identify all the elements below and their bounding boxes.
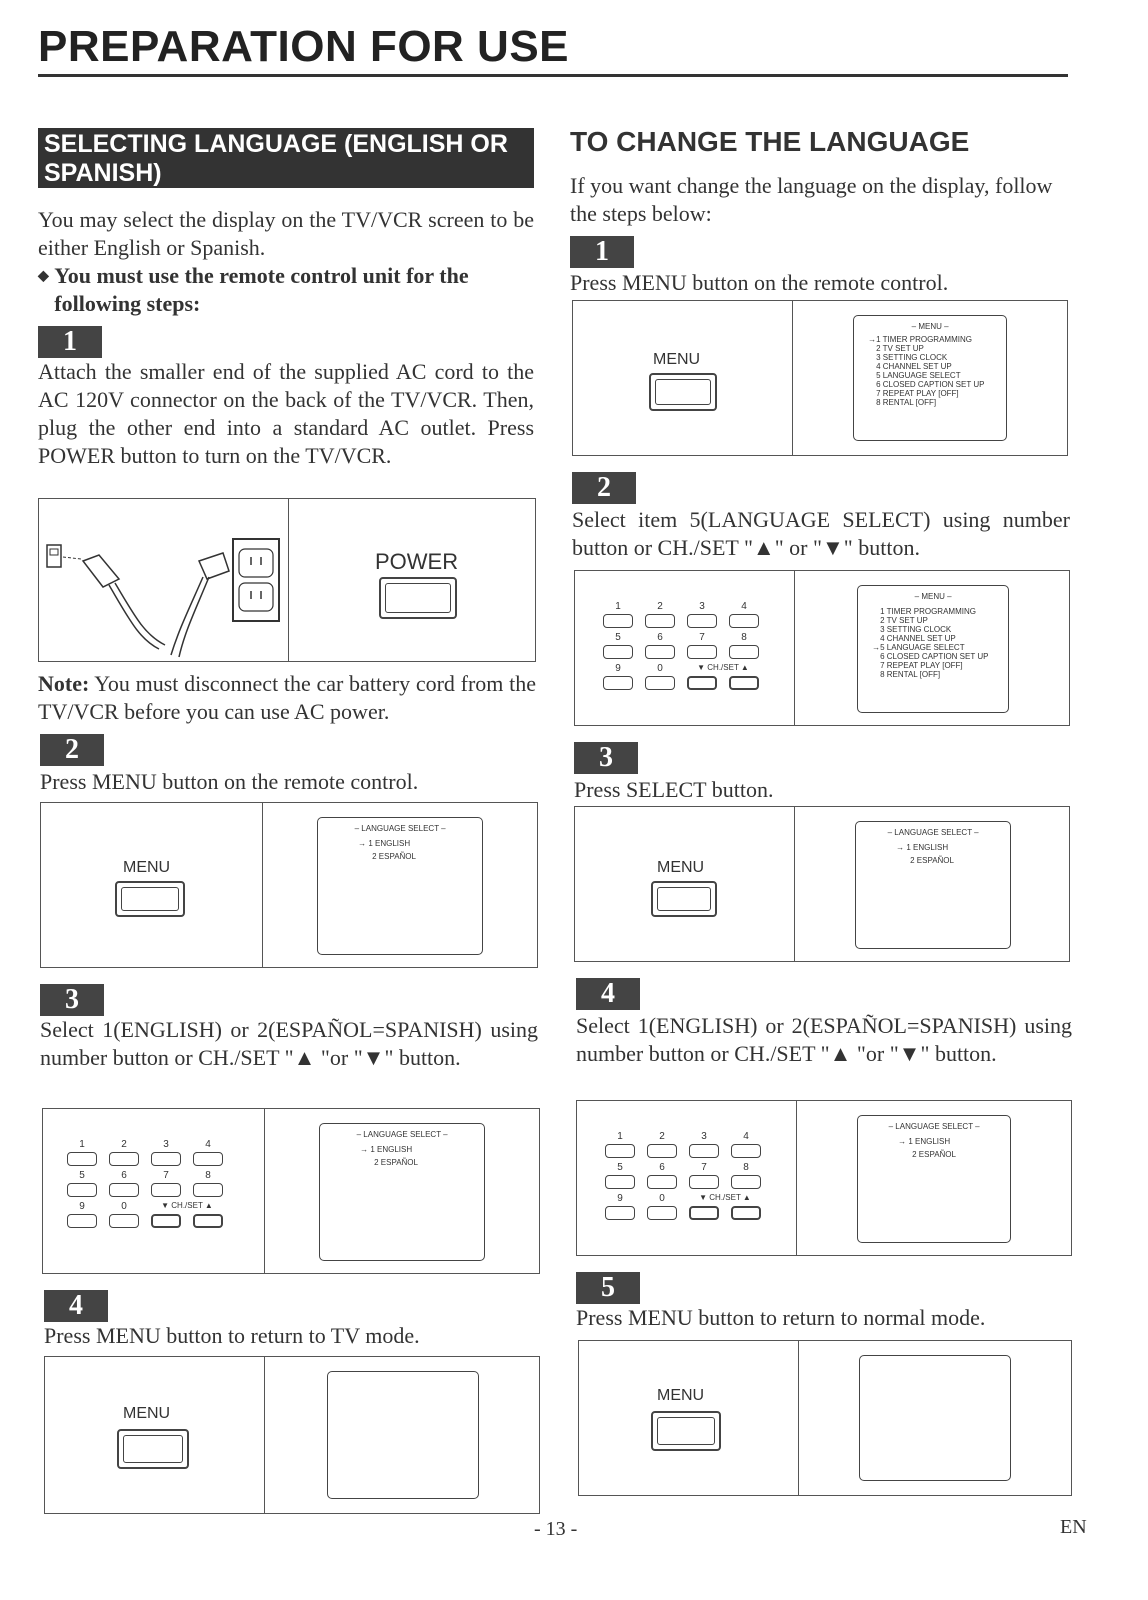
- language-code: EN: [1060, 1516, 1087, 1538]
- right-step2-text: Select item 5(LANGUAGE SELECT) using number button or CH./SET "▲" or "▼" button.: [572, 507, 1070, 560]
- figure-right-step3: [574, 806, 1070, 962]
- left-step3-text: Select 1(ENGLISH) or 2(ESPAÑOL=SPANISH) using number button or CH./SET "▲ "or "▼" button.: [40, 1017, 538, 1070]
- left-step4-text: Press MENU button to return to TV mode.: [44, 1323, 420, 1348]
- remote-note: ◆ You must use the remote control unit for the following steps:: [38, 263, 469, 316]
- right-step4-text: Select 1(ENGLISH) or 2(ESPAÑOL=SPANISH) using number button or CH./SET "▲ "or "▼" button.: [576, 1013, 1072, 1066]
- menu-item-5-selected: →5 LANGUAGE SELECT: [872, 643, 965, 652]
- right-step3-text: Press SELECT button.: [574, 777, 774, 802]
- ch-set-label: ▼ CH./SET ▲: [697, 663, 749, 672]
- left-step2-text: Press MENU button on the remote control.: [40, 769, 419, 794]
- step-badge-1: 1: [38, 326, 102, 358]
- step-badge-1: 1: [570, 236, 634, 268]
- section-header-selecting-language: SELECTING LANGUAGE (ENGLISH OR SPANISH): [38, 128, 534, 188]
- right-step5-text: Press MENU button to return to normal mode.: [576, 1305, 986, 1330]
- page-title: PREPARATION FOR USE: [38, 22, 570, 71]
- menu-label: MENU: [123, 1405, 171, 1422]
- ch-set-label: ▼ CH./SET ▲: [699, 1193, 751, 1202]
- right-step1-text: Press MENU button on the remote control.: [570, 270, 949, 295]
- figure-right-step5: [578, 1340, 1072, 1496]
- menu-button: [651, 1411, 721, 1451]
- tv-screen-main-menu: – MENU – →1 TIMER PROGRAMMING 2 TV SET UP 3 SETTING CLOCK 4 CHANNEL SET UP 5 LANGUAGE SELECT 6 CLOSED CAPTION SET UP 7 REPEAT PLAY [OFF] 8 RENTAL [OFF]: [853, 315, 1007, 441]
- tv-screen-language-select: – LANGUAGE SELECT – → 1 ENGLISH 2 ESPAÑOL: [857, 1115, 1011, 1243]
- page-number: - 13 -: [534, 1518, 578, 1540]
- step-badge-3: 3: [40, 984, 104, 1016]
- tv-screen-blank: [327, 1371, 479, 1499]
- left-note: Note: You must disconnect the car battery cord from the TV/VCR before you can use AC power.: [38, 671, 536, 724]
- number-keypad: 1 2 3 4 5 6 7 8 9 0 ▼ CH./SET ▲: [67, 1139, 223, 1232]
- tv-screen-language-select: – LANGUAGE SELECT – → 1 ENGLISH 2 ESPAÑOL: [855, 821, 1011, 949]
- step-badge-2: 2: [40, 734, 104, 766]
- step-badge-2: 2: [572, 472, 636, 504]
- figure-left-step4: [44, 1356, 540, 1514]
- number-keypad: 1 2 3 4 5 6 7 8 9 0 ▼ CH./SET ▲: [603, 601, 759, 694]
- power-button: [379, 577, 457, 619]
- figure-left-step2: [40, 802, 538, 968]
- figure-left-step3: [42, 1108, 540, 1274]
- title-rule: [38, 74, 1068, 77]
- tv-screen-language-select: – LANGUAGE SELECT – → 1 ENGLISH 2 ESPAÑOL: [319, 1123, 485, 1261]
- menu-button: [649, 373, 717, 411]
- power-button-illustration: [288, 499, 535, 661]
- step-badge-4: 4: [44, 1290, 108, 1322]
- power-label: POWER: [375, 549, 459, 574]
- tv-screen-main-menu: – MENU – 1 TIMER PROGRAMMING 2 TV SET UP 3 SETTING CLOCK 4 CHANNEL SET UP →5 LANGUAGE SELECT 6 CLOSED CAPTION SET UP 7 REPEAT PLAY [OFF] 8 RENTAL [OFF]: [857, 585, 1009, 713]
- step-badge-4: 4: [576, 978, 640, 1010]
- menu-label: MENU: [657, 1387, 705, 1404]
- figure-right-step4: [576, 1100, 1072, 1256]
- figure-ac-cord-power: [38, 498, 536, 662]
- tv-screen-language-select: – LANGUAGE SELECT – → 1 ENGLISH 2 ESPAÑOL: [317, 817, 483, 955]
- number-keypad: 1 2 3 4 5 6 7 8 9 0 ▼ CH./SET ▲: [605, 1131, 761, 1224]
- left-step1-text: Attach the smaller end of the supplied AC cord to the AC 120V connector on the back of the TV/VCR. Then, plug the other end into a standard AC outlet. Press POWER button to turn on the TV/VCR.: [38, 359, 534, 468]
- ac-cord-illustration: [39, 499, 288, 661]
- menu-label: MENU: [123, 859, 171, 876]
- figure-right-step2: [574, 570, 1070, 726]
- left-intro: You may select the display on the TV/VCR screen to be either English or Spanish.: [38, 207, 534, 260]
- figure-right-step1: [572, 300, 1068, 456]
- ch-set-label: ▼ CH./SET ▲: [161, 1201, 213, 1210]
- right-intro: If you want change the language on the display, follow the steps below:: [570, 173, 1053, 226]
- ac-plug-icon: [39, 499, 287, 661]
- menu-item-1: →1 TIMER PROGRAMMING: [868, 335, 972, 344]
- step-badge-5: 5: [576, 1272, 640, 1304]
- section-header-change-language: TO CHANGE THE LANGUAGE: [570, 126, 970, 157]
- menu-button: [115, 881, 185, 917]
- menu-button: [117, 1429, 189, 1469]
- menu-label: MENU: [653, 351, 701, 368]
- diamond-bullet-icon: ◆: [38, 269, 49, 284]
- menu-button: [651, 881, 717, 917]
- step-badge-3: 3: [574, 742, 638, 774]
- tv-screen-blank: [859, 1355, 1011, 1481]
- menu-label: MENU: [657, 859, 705, 876]
